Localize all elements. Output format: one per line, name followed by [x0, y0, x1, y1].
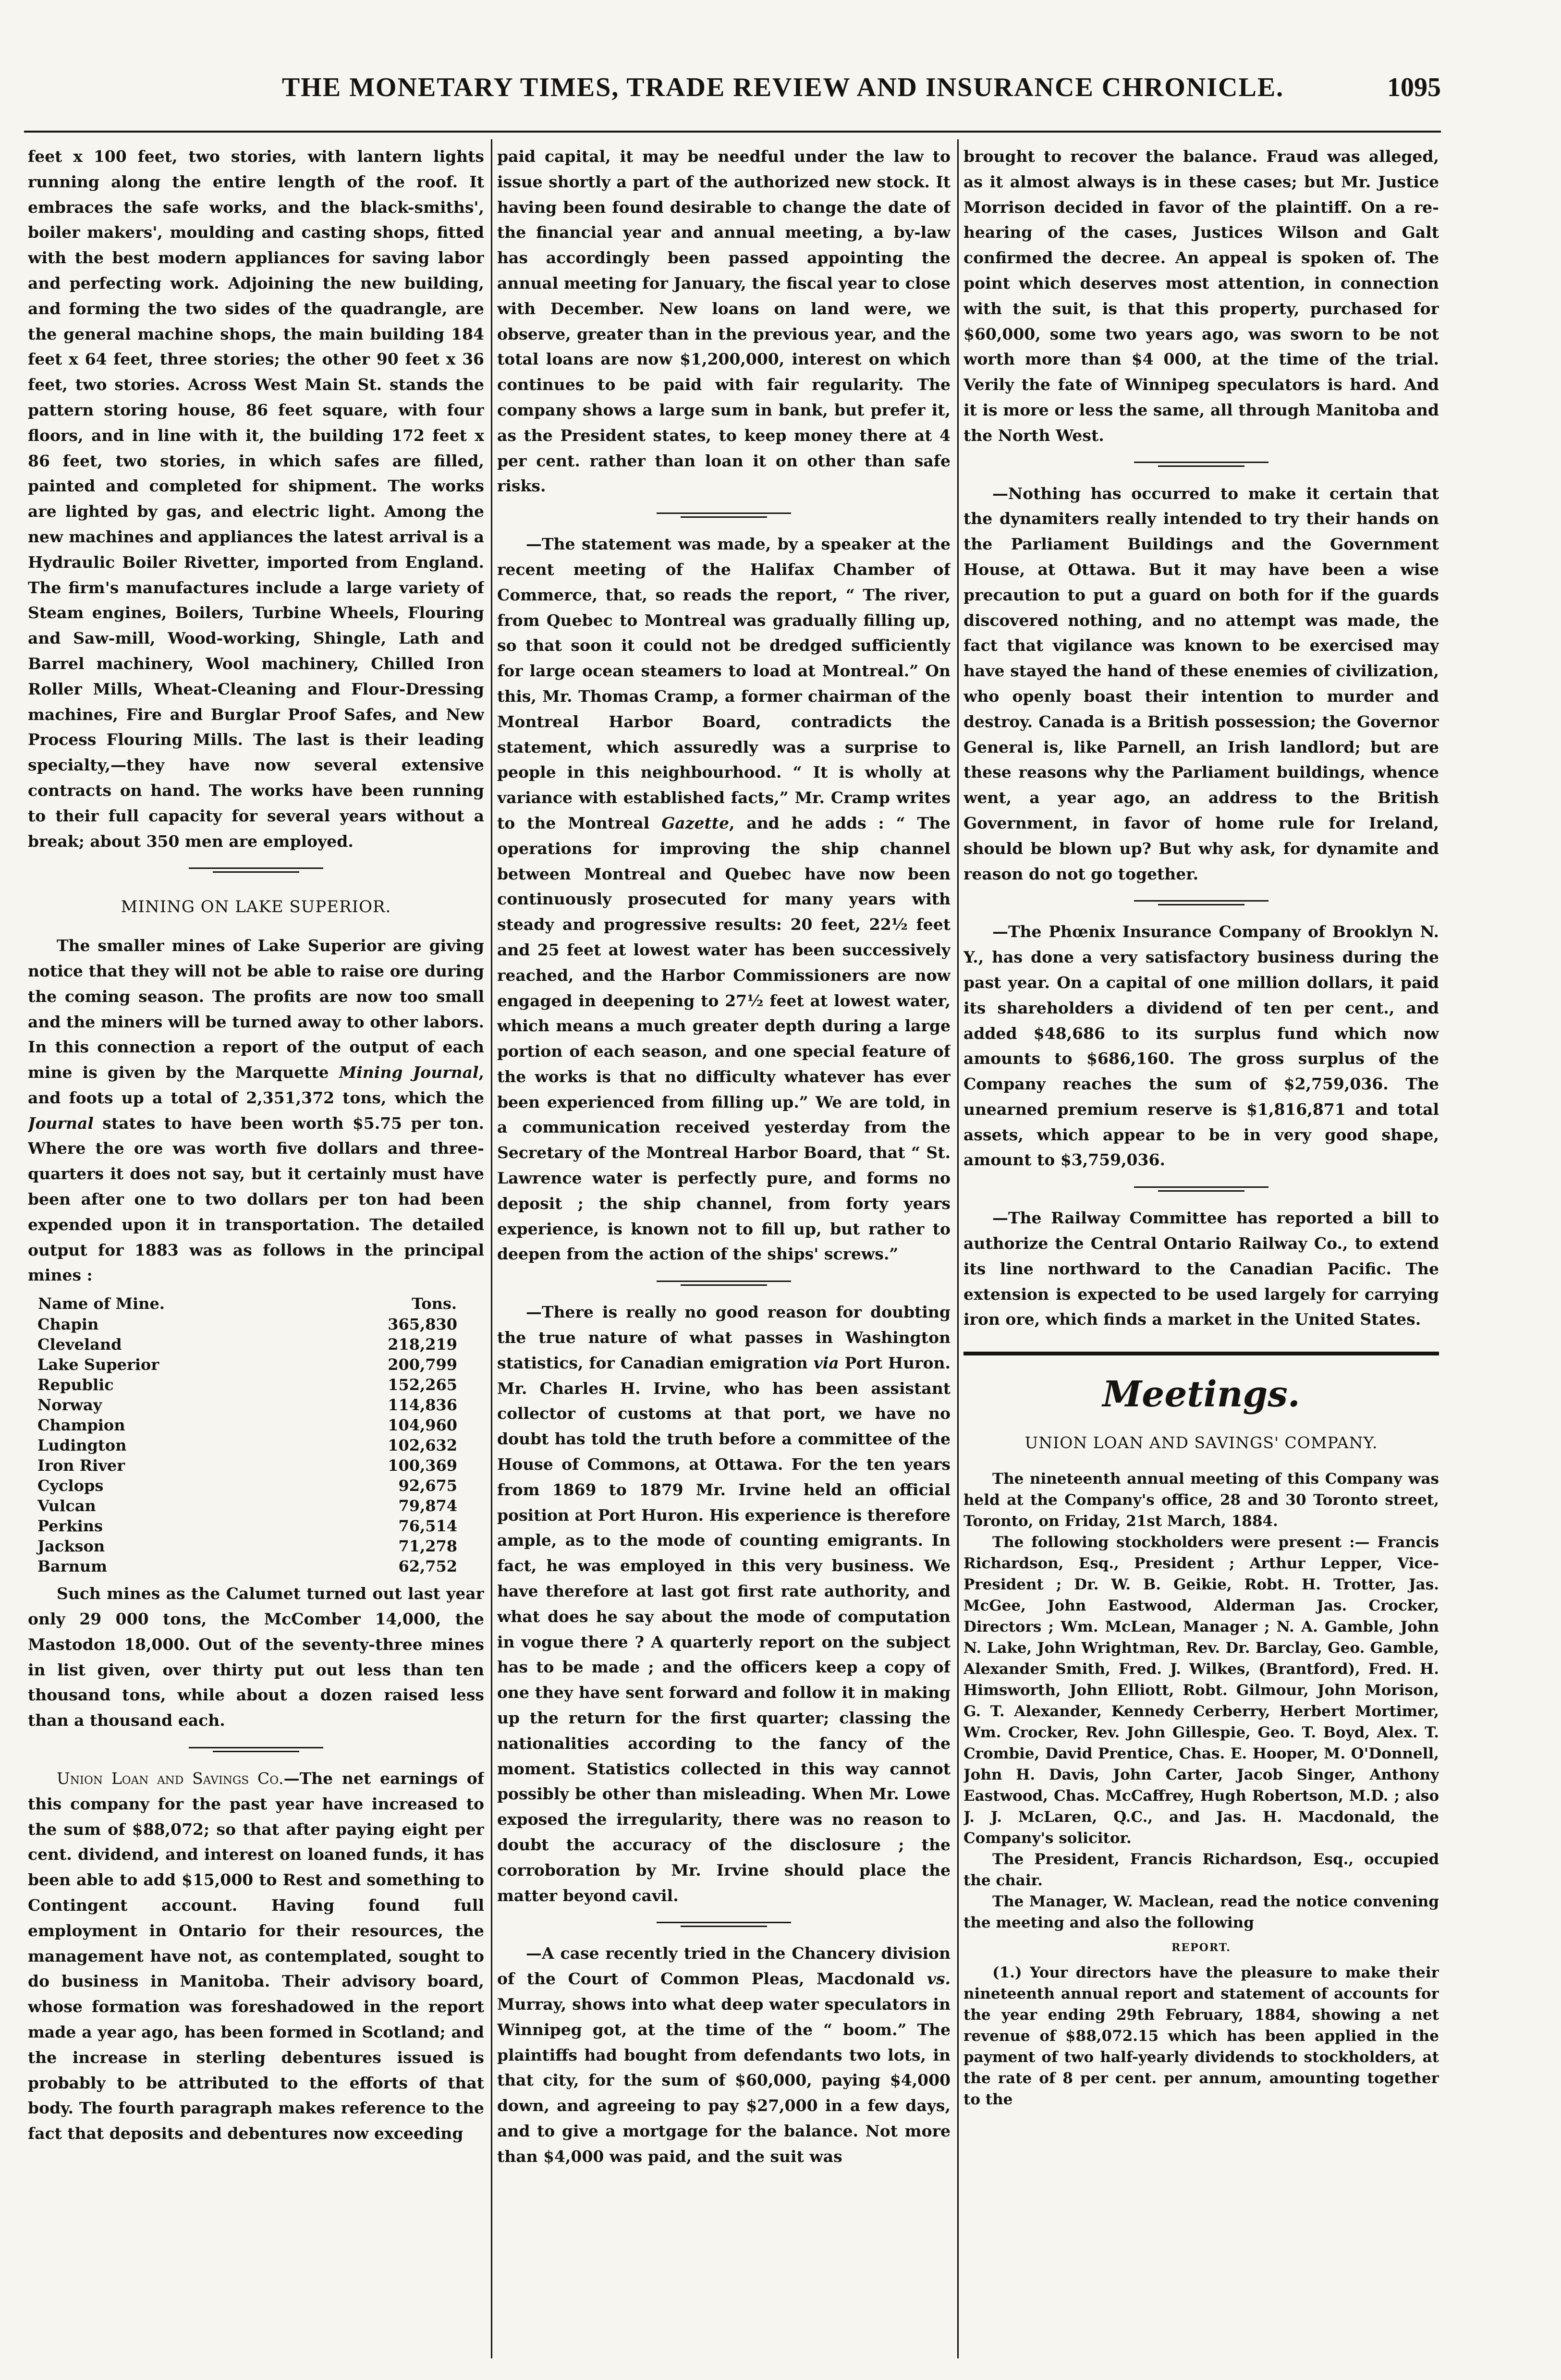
mine-tons: 102,632: [388, 1436, 457, 1455]
chair-note: The President, Francis Richardson, Esq., occupied the chair.: [963, 1851, 1439, 1890]
column-3: [963, 144, 1439, 2373]
mine-tons: 152,265: [388, 1376, 457, 1394]
table-row: [37, 1375, 457, 1395]
column-divider-2: [957, 139, 959, 2358]
page-header: [0, 72, 1561, 115]
mine-name: Cyclops: [37, 1477, 104, 1495]
table-row: [37, 1516, 457, 1536]
paragraph-phoenix-insurance: —The Phœnix Insurance Company of Brooklyn N. Y., has done a very satisfactory business during the past year. On a capital of one million dollars, it paid its shareholders a dividend of ten per cent., and added $48,686 to its surplus fund which now amounts to $686,160. The gross surplus of the Company reaches the sum of $2,759,036. The unearned premium reserve is $1,816,871 and total assets, which appear to be in very good shape, amount to $3,759,036.: [963, 922, 1439, 1170]
meeting-intro: The nineteenth annual meeting of this Company was held at the Company's office, 28 and 30 Toronto street, Toronto, on Friday, 21st March, 1884.: [963, 1470, 1439, 1530]
mining-heading: MINING ON LAKE SUPERIOR.: [121, 897, 391, 917]
paragraph-other-mines: Such mines as the Calumet turned out last year only 29 000 tons, the McComber 14,000, the Mastodon 18,000. Out of the seventy-three mines in list given, over thirty put out less than ten thousand tons, while about a dozen raised less than a thousand each.: [28, 1584, 484, 1730]
mine-tons: 365,830: [388, 1315, 457, 1334]
mine-tons: 62,752: [398, 1557, 457, 1576]
mine-tons: 76,514: [398, 1517, 457, 1536]
column-2: [497, 144, 951, 2373]
table-header-row: [37, 1293, 457, 1314]
mine-name: Cleveland: [37, 1335, 122, 1354]
mine-name: Perkins: [37, 1517, 103, 1536]
table-row: [37, 1334, 457, 1355]
report-heading: REPORT.: [1171, 1941, 1231, 1954]
mine-rows: [37, 1314, 457, 1576]
page-number: 1095: [1387, 73, 1441, 102]
paragraph-capital: paid capital, it may be needful under the law to issue shortly a part of the authorized new stock. It having been found desirable to change the date of the financial year and annual meeting, a by-law has accordingly been passed appointing the annual meeting for January, the fiscal year to close with December. New loans on land were, we observe, greater than in the previous year, and the total loans are now $1,200,000, interest on which continues to be paid with fair regularity. The company shows a large sum in bank, but prefer it, as the President states, to keep money there at 4 per cent. rather than loan it on other than safe risks.: [497, 147, 951, 496]
table-row: [37, 1536, 457, 1556]
section-separator: [189, 1744, 323, 1755]
mine-name: Lake Superior: [37, 1355, 159, 1374]
section-separator: [657, 1278, 791, 1288]
mine-name: Champion: [37, 1416, 125, 1435]
table-row: [37, 1415, 457, 1435]
column-header-name: Name of Mine.: [38, 1294, 165, 1313]
paragraph-winnipeg: brought to recover the balance. Fraud was alleged, as it almost always is in these cases; but Mr. Justice Morrison decided in favor of the plaintiff. On a re-hearing of the cases, Justices Wilson and Galt confirmed the decree. An appeal is spoken of. The point which deserves most attention, in connection with the suit, is that this property, purchased for $60,000, some two years ago, was sworn to be not worth more than $4 000, at the time of the trial. Verily the fate of Winnipeg speculators is hard. And it is more or less the same, all through Manitoba and the North West.: [963, 147, 1439, 445]
paragraph-harbor: —The statement was made, by a speaker at the recent meeting of the Halifax Chamber of Commerce, that, so reads the report, “ The river, from Quebec to Montreal was gradually filling up, so that soon it could not be dredged sufficiently for large ocean steamers to load at Montreal.” On this, Mr. Thomas Cramp, a former chairman of the Montreal Harbor Board, contradicts the statement, which assuredly was a surprise to people in this neighbourhood. “ It is wholly at variance with established facts,” Mr. Cramp writes to the Montreal Gazette, and he adds : “ The operations for improving the ship channel between Montreal and Quebec have now been continuously prosecuted for many years with steady and progressive results: 20 feet, 22½ feet and 25 feet at lowest water has been successively reached, and the Harbor Commissioners are now engaged in deepening to 27½ feet at lowest water, which means a much greater depth during a large portion of each season, and one special feature of the works is that no difficulty whatever has ever been experienced from filling up.” We are told, in a communication received yesterday from the Secretary of the Montreal Harbor Board, that “ St. Lawrence water is perfectly pure, and forms no deposit ; the ship channel, from forty years experience, is known not to fill up, but rather to deepen from the action of the ships' screws.”: [497, 535, 951, 1264]
table-row: [37, 1556, 457, 1576]
report-paragraph-1: (1.) Your directors have the pleasure to make their nineteenth annual report and statement of accounts for the year ending 29th February, 1884, showing a net revenue of $88,072.15 which has been applied in the payment of two half-yearly dividends to stockholders, at the rate of 8 per cent. per annum, amounting together to the: [963, 1964, 1439, 2109]
mine-output-table: [37, 1293, 457, 1576]
section-separator: [1134, 897, 1268, 908]
column-1: [28, 144, 484, 2373]
paragraph-dynamiters: —Nothing has occurred to make it certain that the dynamiters really intended to try their hands on the Parliament Buildings and the Government House, at Ottawa. But it may have been a wise precaution to put a guard on both for if the guards discovered nothing, and no attempt was made, the fact that vigilance was known to be exercised may have stayed the hand of these enemies of civilization, who openly boast their intention to murder and destroy. Canada is a British possession; the Governor General is, like Parnell, an Irish landlord; but are these reasons why the Parliament buildings, whence went, a year ago, an address to the British Government, in favor of home rule for Ireland, should be blown up? But why ask, for dynamite and reason do not go together.: [963, 484, 1439, 883]
mine-tons: 104,960: [388, 1416, 457, 1435]
manager-note: The Manager, W. Maclean, read the notice convening the meeting and also the following: [963, 1893, 1439, 1932]
mine-name: Chapin: [37, 1315, 99, 1334]
mine-name: Vulcan: [37, 1497, 96, 1515]
paragraph-emigration: —There is really no good reason for doubting the true nature of what passes in Washington statistics, for Canadian emigration via Port Huron. Mr. Charles H. Irvine, who has been assistant collector of customs at that port, we have no doubt has told the truth before a committee of the House of Commons, at Ottawa. For the ten years from 1869 to 1879 Mr. Irvine held an official position at Port Huron. His experience is therefore ample, as to the mode of counting emigrants. In fact, he was employed in this very business. We have therefore at last got first rate authority, and what does he say about the mode of computation in vogue there ? A quarterly report on the subject has to be made ; and the officers keep a copy of one they have sent forward and follow it in making up the return for the first quarter; classing the nationalities according to the fancy of the moment. Statistics collected in this way cannot possibly be other than misleading. When Mr. Lowe exposed the irregularity, there was no reason to doubt the accuracy of the disclosure ; the corroboration by Mr. Irvine should place the matter beyond cavil.: [497, 1303, 951, 1905]
mine-name: Jackson: [37, 1537, 105, 1556]
header-rule: [24, 131, 1441, 133]
mine-tons: 114,836: [388, 1396, 457, 1415]
stockholders-list: The following stockholders were present :— Francis Richardson, Esq., President ; Arthur Lepper, Vice-President ; Dr. W. B. Geikie, Robt. H. Trotter, Jas. McGee, John Eastwood, Alderman Jas. Crocker, Directors ; Wm. McLean, Manager ; N. A. Gamble, John N. Lake, John Wrightman, Rev. Dr. Barclay, Geo. Gamble, Alexander Smith, Fred. J. Wilkes, (Brantford), Fred. H. Himsworth, John Elliott, Robt. Gilmour, John Morison, G. T. Alexander, Kennedy Cerberry, Herbert Mortimer, Wm. Crocker, Rev. John Gillespie, Geo. T. Boyd, Alex. T. Crombie, David Prentice, Chas. E. Hooper, M. O'Donnell, John H. Davis, John Carter, Jacob Singer, Anthony Eastwood, Chas. McCaffrey, Hugh Robertson, M.D. ; also J. J. McLaren, Q.C., and Jas. H. Macdonald, the Company's solicitor.: [963, 1534, 1439, 1847]
mine-tons: 71,278: [398, 1537, 457, 1556]
mine-tons: 79,874: [398, 1497, 457, 1515]
section-separator: [1134, 459, 1268, 470]
union-loan-heading: UNION LOAN AND SAVINGS' COMPANY.: [1024, 1433, 1378, 1452]
mine-name: Barnum: [37, 1557, 108, 1576]
meeting-report: [963, 1468, 1439, 2110]
section-separator: [657, 510, 791, 520]
section-separator: [657, 1919, 791, 1929]
paragraph-mining: The smaller mines of Lake Superior are giving notice that they will not be able to raise ore during the coming season. The profits are now too small and the miners will be turned away to other labors. In this connection a report of the output of each mine is given by the Marquette Mining Journal, and foots up a total of 2,351,372 tons, which the Journal states to have been worth $5.75 per ton. Where the ore was worth five dollars and three-quarters it does not say, but it certainly must have been after one to two dollars per ton had been expended upon it in transportation. The detailed output for 1883 was as follows in the principal mines :: [28, 936, 484, 1285]
column-header-tons: Tons.: [412, 1294, 457, 1313]
table-row: [37, 1395, 457, 1415]
meetings-heading: Meetings.: [1102, 1374, 1300, 1416]
mine-name: Iron River: [37, 1456, 125, 1475]
mine-tons: 100,369: [388, 1456, 457, 1475]
mine-tons: 200,799: [388, 1355, 457, 1374]
column-divider-1: [491, 139, 492, 2358]
paragraph-chancery-case: —A case recently tried in the Chancery division of the Court of Common Pleas, Macdonald vs. Murray, shows into what deep water speculators in Winnipeg got, at the time of the “ boom.” The plaintiffs had bought from defendants two lots, in that city, for the sum of $60,000, paying $4,000 down, and agreeing to pay $27,000 in a few days, and to give a mortgage for the balance. Not more than $4,000 was paid, and the suit was: [497, 1944, 951, 2166]
section-separator: [1134, 1184, 1268, 1194]
table-row: [37, 1435, 457, 1455]
mine-tons: 92,675: [398, 1477, 457, 1495]
table-row: [37, 1496, 457, 1516]
mine-name: Norway: [37, 1396, 102, 1415]
paragraph-foundry-works: feet x 100 feet, two stories, with lantern lights running along the entire length of the roof. It embraces the safe works, and the black-smiths', boiler makers', moulding and casting shops, fitted with the best modern appliances for saving labor and perfecting work. Adjoining the new building, and forming the two sides of the quadrangle, are the general machine shops, the main building 184 feet x 64 feet, three stories; the other 90 feet x 36 feet, two stories. Across West Main St. stands the pattern storing house, 86 feet square, with four floors, and in line with it, the building 172 feet x 86 feet, two stories, in which safes are filled, painted and completed for shipment. The works are lighted by gas, and electric light. Among the new machines and appliances the latest arrival is a Hydraulic Boiler Rivetter, imported from England. The firm's manufactures include a large variety of Steam engines, Boilers, Turbine Wheels, Flouring and Saw-mill, Wood-working, Shingle, Lath and Barrel machinery, Wool machinery, Chilled Iron Roller Mills, Wheat-Cleaning and Flour-Dressing machines, Fire and Burglar Proof Safes, and New Process Flouring Mills. The last is their leading specialty,—they have now several extensive contracts on hand. The works have been running to their full capacity for several years without a break; about 350 men are employed.: [28, 147, 484, 851]
section-rule: [963, 1352, 1439, 1355]
paragraph-union-loan: Union Loan and Savings Co.—The net earnings of this company for the past year have increased to the sum of $88,072; so that after paying eight per cent. dividend, and interest on loaned funds, it has been able to add $15,000 to Rest and something to Contingent account. Having found full employment in Ontario for their resources, the management have not, as contemplated, sought to do business in Manitoba. Their advisory board, whose formation was foreshadowed in the report made a year ago, has been formed in Scotland; and the increase in sterling debentures issued is probably to be attributed to the efforts of that body. The fourth paragraph makes reference to the fact that deposits and debentures now exceeding: [28, 1769, 484, 2143]
table-row: [37, 1476, 457, 1496]
paragraph-railway-committee: —The Railway Committee has reported a bill to authorize the Central Ontario Railway Co., to extend its line northward to the Canadian Pacific. The extension is expected to be used largely for carrying iron ore, which finds a market in the United States.: [963, 1208, 1439, 1329]
section-separator: [189, 865, 323, 875]
mine-tons: 218,219: [388, 1335, 457, 1354]
table-row: [37, 1314, 457, 1334]
table-row: [37, 1455, 457, 1476]
publication-title: THE MONETARY TIMES, TRADE REVIEW AND INSURANCE CHRONICLE.: [281, 73, 1284, 102]
table-row: [37, 1355, 457, 1375]
mine-name: Republic: [37, 1376, 114, 1394]
mine-name: Ludington: [37, 1436, 127, 1455]
